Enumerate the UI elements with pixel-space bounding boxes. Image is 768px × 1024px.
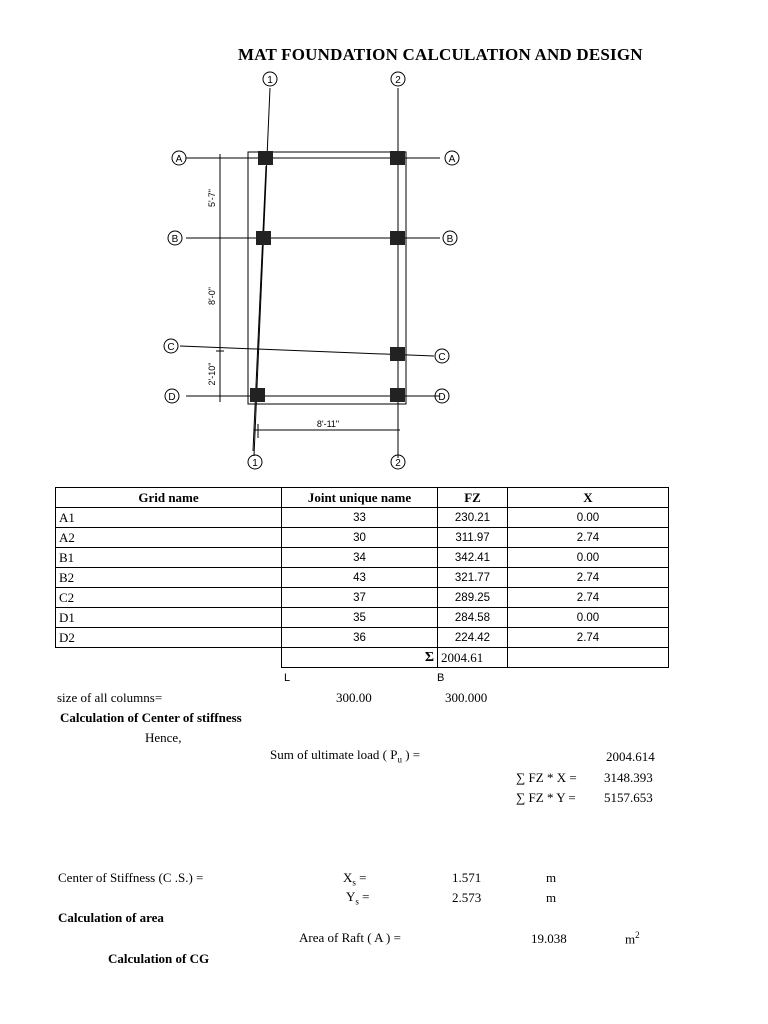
sum-fz-value: 2004.61 <box>438 648 508 668</box>
bubble-label-c-right: C <box>438 352 446 363</box>
stiffness-heading: Calculation of Center of stiffness <box>60 710 242 725</box>
column-a1 <box>258 151 273 165</box>
foundation-plan-drawing <box>150 66 470 476</box>
sum-row <box>56 648 669 668</box>
sum-fz-x-value: 3148.393 <box>604 770 653 785</box>
ultimate-load-value: 2004.614 <box>606 749 655 764</box>
bubble-label-b-right: B <box>446 234 454 245</box>
ultimate-load-label: Sum of ultimate load ( $P_u$ ) = <box>270 747 421 765</box>
cg-heading: Calculation of CG <box>108 951 210 966</box>
ys-unit: m <box>546 890 557 905</box>
bubble-label-a-right: A <box>448 154 456 165</box>
table-row: A1 33 230.21 0.00 <box>56 508 669 528</box>
ys-value: 2.573 <box>452 890 482 905</box>
header-joint-name: Joint unique name <box>282 488 438 508</box>
column-size-l: 300.00 <box>336 690 372 705</box>
xs-unit: m <box>546 870 557 885</box>
sum-symbol: Σ <box>282 648 438 668</box>
ys-label: $Y_s$ = <box>346 889 370 907</box>
dim-a-b: 5'-7" <box>207 189 217 207</box>
center-stiffness-label: Center of Stiffness (C .S.) = <box>58 870 204 885</box>
xs-value: 1.571 <box>452 870 482 885</box>
column-a2 <box>390 151 405 165</box>
header-fz: FZ <box>438 488 508 508</box>
bubble-label-1-bottom: 1 <box>252 458 258 469</box>
sum-fz-y-value: 5157.653 <box>604 790 653 805</box>
dim-c-d: 2'-10" <box>207 362 217 386</box>
bubble-label-2: 2 <box>395 75 401 86</box>
bubble-label-2-bottom: 2 <box>395 458 401 469</box>
dim-1-2: 8'-11" <box>316 419 340 429</box>
column-c2 <box>390 347 405 361</box>
column-b1 <box>256 231 271 245</box>
table-row: C2 37 289.25 2.74 <box>56 588 669 608</box>
sum-fz-x-label: ∑ FZ * X = <box>516 770 577 785</box>
bubble-label-d-right: D <box>438 392 446 403</box>
bubble-label-b: B <box>171 234 179 245</box>
bubble-label-1: 1 <box>267 75 273 86</box>
header-x: X <box>508 488 669 508</box>
page-title: MAT FOUNDATION CALCULATION AND DESIGN <box>238 45 643 64</box>
sum-fz-y-label: ∑ FZ * Y = <box>516 790 576 805</box>
column-b2 <box>390 231 405 245</box>
header-grid-name: Grid name <box>56 488 282 508</box>
bubble-label-c: C <box>167 342 175 353</box>
table-row: D1 35 284.58 0.00 <box>56 608 669 628</box>
column-d2 <box>390 388 405 402</box>
label-l: L <box>284 672 291 684</box>
table-row: A2 30 311.97 2.74 <box>56 528 669 548</box>
area-unit: $m^2$ <box>625 930 640 947</box>
column-size-label: size of all columns= <box>57 690 163 705</box>
label-b: B <box>437 672 445 684</box>
column-size-b: 300.000 <box>445 690 488 705</box>
area-label: Area of Raft ( A ) = <box>299 930 401 945</box>
bubble-label-a: A <box>175 154 183 165</box>
dim-b-c: 8'-0" <box>207 287 217 305</box>
area-heading: Calculation of area <box>58 910 164 925</box>
column-d1 <box>250 388 265 402</box>
hence-label: Hence, <box>145 730 182 745</box>
joint-load-table <box>55 487 669 668</box>
bubble-label-d: D <box>168 392 176 403</box>
xs-label: $X_s$ = <box>343 870 367 888</box>
table-row: B2 43 321.77 2.74 <box>56 568 669 588</box>
area-value: 19.038 <box>531 931 567 946</box>
table-row: B1 34 342.41 0.00 <box>56 548 669 568</box>
table-row: D2 36 224.42 2.74 <box>56 628 669 648</box>
